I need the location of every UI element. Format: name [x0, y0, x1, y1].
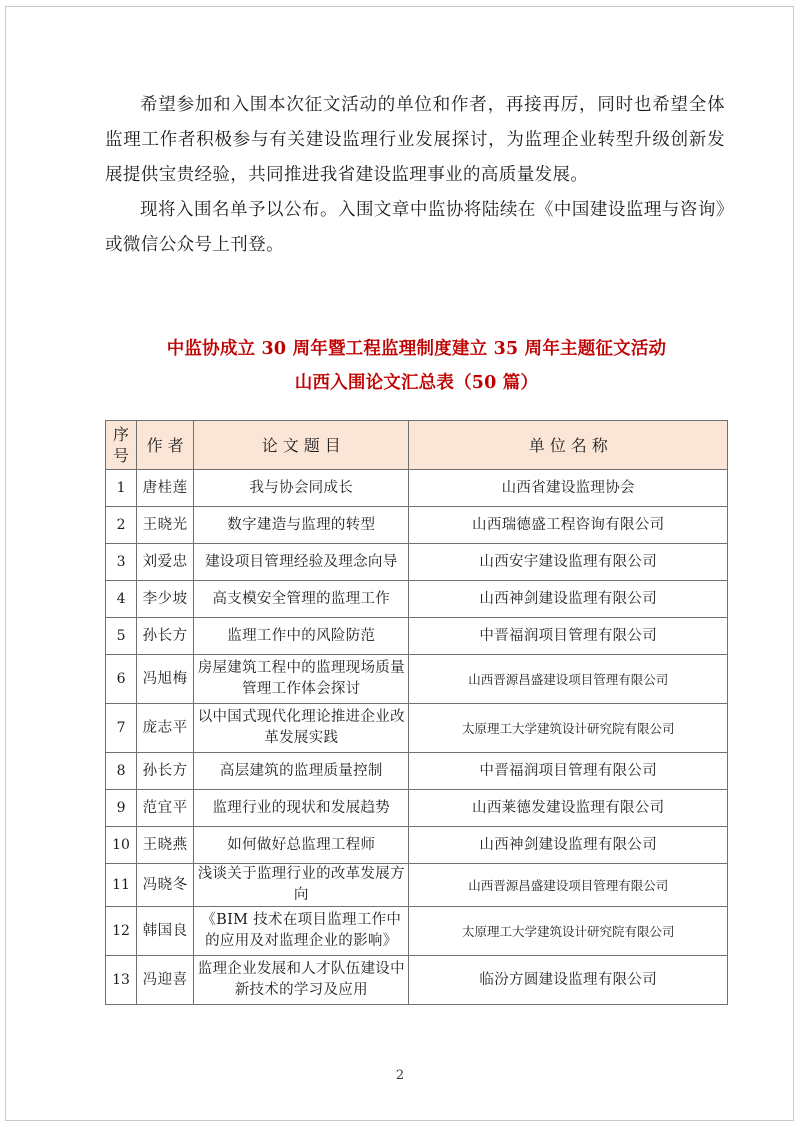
- cell-sequence-number: 10: [106, 827, 137, 864]
- table-row: [106, 470, 728, 507]
- cell-paper-title: 如何做好总监理工程师: [194, 827, 409, 864]
- cell-author-name: 孙长方: [137, 753, 194, 790]
- table-body: [106, 470, 728, 1005]
- cell-author-name: 唐桂莲: [137, 470, 194, 507]
- cell-author-name: 冯旭梅: [137, 655, 194, 704]
- cell-sequence-number: 9: [106, 790, 137, 827]
- cell-author-name: 庞志平: [137, 704, 194, 753]
- cell-paper-title: 《BIM 技术在项目监理工作中的应用及对监理企业的影响》: [194, 907, 409, 956]
- cell-unit-name: 山西瑞德盛工程咨询有限公司: [409, 507, 728, 544]
- red-headline: [105, 332, 728, 400]
- cell-sequence-number: 1: [106, 470, 137, 507]
- cell-paper-title: 房屋建筑工程中的监理现场质量管理工作体会探讨: [194, 655, 409, 704]
- cell-sequence-number: 13: [106, 956, 137, 1005]
- page-number: 2: [395, 1068, 405, 1083]
- table-header: [106, 421, 728, 470]
- table-row: [106, 790, 728, 827]
- cell-sequence-number: 4: [106, 581, 137, 618]
- cell-sequence-number: 6: [106, 655, 137, 704]
- cell-sequence-number: 2: [106, 507, 137, 544]
- headline-line-1: 中监协成立 30 周年暨工程监理制度建立 35 周年主题征文活动: [166, 339, 667, 359]
- column-header-title: 论文题目: [194, 421, 409, 470]
- cell-author-name: 范宜平: [137, 790, 194, 827]
- column-header-author: 作者: [137, 421, 194, 470]
- table-header-row: [106, 421, 728, 470]
- table-row: [106, 704, 728, 753]
- cell-unit-name: 山西晋源昌盛建设项目管理有限公司: [409, 864, 728, 907]
- table-row: [106, 618, 728, 655]
- table-row: [106, 827, 728, 864]
- cell-sequence-number: 3: [106, 544, 137, 581]
- cell-paper-title: 浅谈关于监理行业的改革发展方向: [194, 864, 409, 907]
- cell-sequence-number: 11: [106, 864, 137, 907]
- table-row: [106, 753, 728, 790]
- table-row: [106, 581, 728, 618]
- cell-author-name: 孙长方: [137, 618, 194, 655]
- cell-sequence-number: 5: [106, 618, 137, 655]
- body-text-block: [105, 88, 725, 263]
- cell-paper-title: 监理行业的现状和发展趋势: [194, 790, 409, 827]
- cell-paper-title: 数字建造与监理的转型: [194, 507, 409, 544]
- table-row: [106, 956, 728, 1005]
- cell-author-name: 王晓光: [137, 507, 194, 544]
- cell-unit-name: 山西安宇建设监理有限公司: [409, 544, 728, 581]
- cell-unit-name: 太原理工大学建筑设计研究院有限公司: [409, 907, 728, 956]
- cell-paper-title: 高层建筑的监理质量控制: [194, 753, 409, 790]
- cell-sequence-number: 8: [106, 753, 137, 790]
- headline-line-2: 山西入围论文汇总表（50 篇）: [294, 373, 539, 393]
- cell-paper-title: 建设项目管理经验及理念向导: [194, 544, 409, 581]
- cell-author-name: 韩国良: [137, 907, 194, 956]
- papers-table: [105, 420, 728, 1005]
- paragraph-1: 希望参加和入围本次征文活动的单位和作者，再接再厉，同时也希望全体监理工作者积极参与有关建设监理行业发展探讨，为监理企业转型升级创新发展提供宝贵经验，共同推进我省建设监理事业的高质量发展。: [105, 95, 725, 185]
- cell-unit-name: 山西省建设监理协会: [409, 470, 728, 507]
- column-header-unit: 单位名称: [409, 421, 728, 470]
- table-row: [106, 864, 728, 907]
- cell-author-name: 李少坡: [137, 581, 194, 618]
- cell-paper-title: 我与协会同成长: [194, 470, 409, 507]
- table-row: [106, 507, 728, 544]
- cell-author-name: 刘爱忠: [137, 544, 194, 581]
- table-row: [106, 655, 728, 704]
- cell-unit-name: 太原理工大学建筑设计研究院有限公司: [409, 704, 728, 753]
- cell-author-name: 冯迎喜: [137, 956, 194, 1005]
- table-row: [106, 544, 728, 581]
- cell-paper-title: 高支模安全管理的监理工作: [194, 581, 409, 618]
- cell-paper-title: 以中国式现代化理论推进企业改革发展实践: [194, 704, 409, 753]
- cell-paper-title: 监理企业发展和人才队伍建设中新技术的学习及应用: [194, 956, 409, 1005]
- cell-paper-title: 监理工作中的风险防范: [194, 618, 409, 655]
- cell-unit-name: 山西晋源昌盛建设项目管理有限公司: [409, 655, 728, 704]
- cell-unit-name: 山西神剑建设监理有限公司: [409, 581, 728, 618]
- cell-unit-name: 山西神剑建设监理有限公司: [409, 827, 728, 864]
- cell-unit-name: 临汾方圆建设监理有限公司: [409, 956, 728, 1005]
- table-row: [106, 907, 728, 956]
- column-header-no: 序号: [106, 421, 137, 470]
- paragraph-2: 现将入围名单予以公布。入围文章中监协将陆续在《中国建设监理与咨询》或微信公众号上刊登。: [105, 200, 725, 255]
- cell-author-name: 冯晓冬: [137, 864, 194, 907]
- cell-unit-name: 山西莱德发建设监理有限公司: [409, 790, 728, 827]
- cell-unit-name: 中晋福润项目管理有限公司: [409, 753, 728, 790]
- cell-sequence-number: 12: [106, 907, 137, 956]
- papers-table-container: [105, 420, 728, 1005]
- cell-sequence-number: 7: [106, 704, 137, 753]
- cell-author-name: 王晓燕: [137, 827, 194, 864]
- cell-unit-name: 中晋福润项目管理有限公司: [409, 618, 728, 655]
